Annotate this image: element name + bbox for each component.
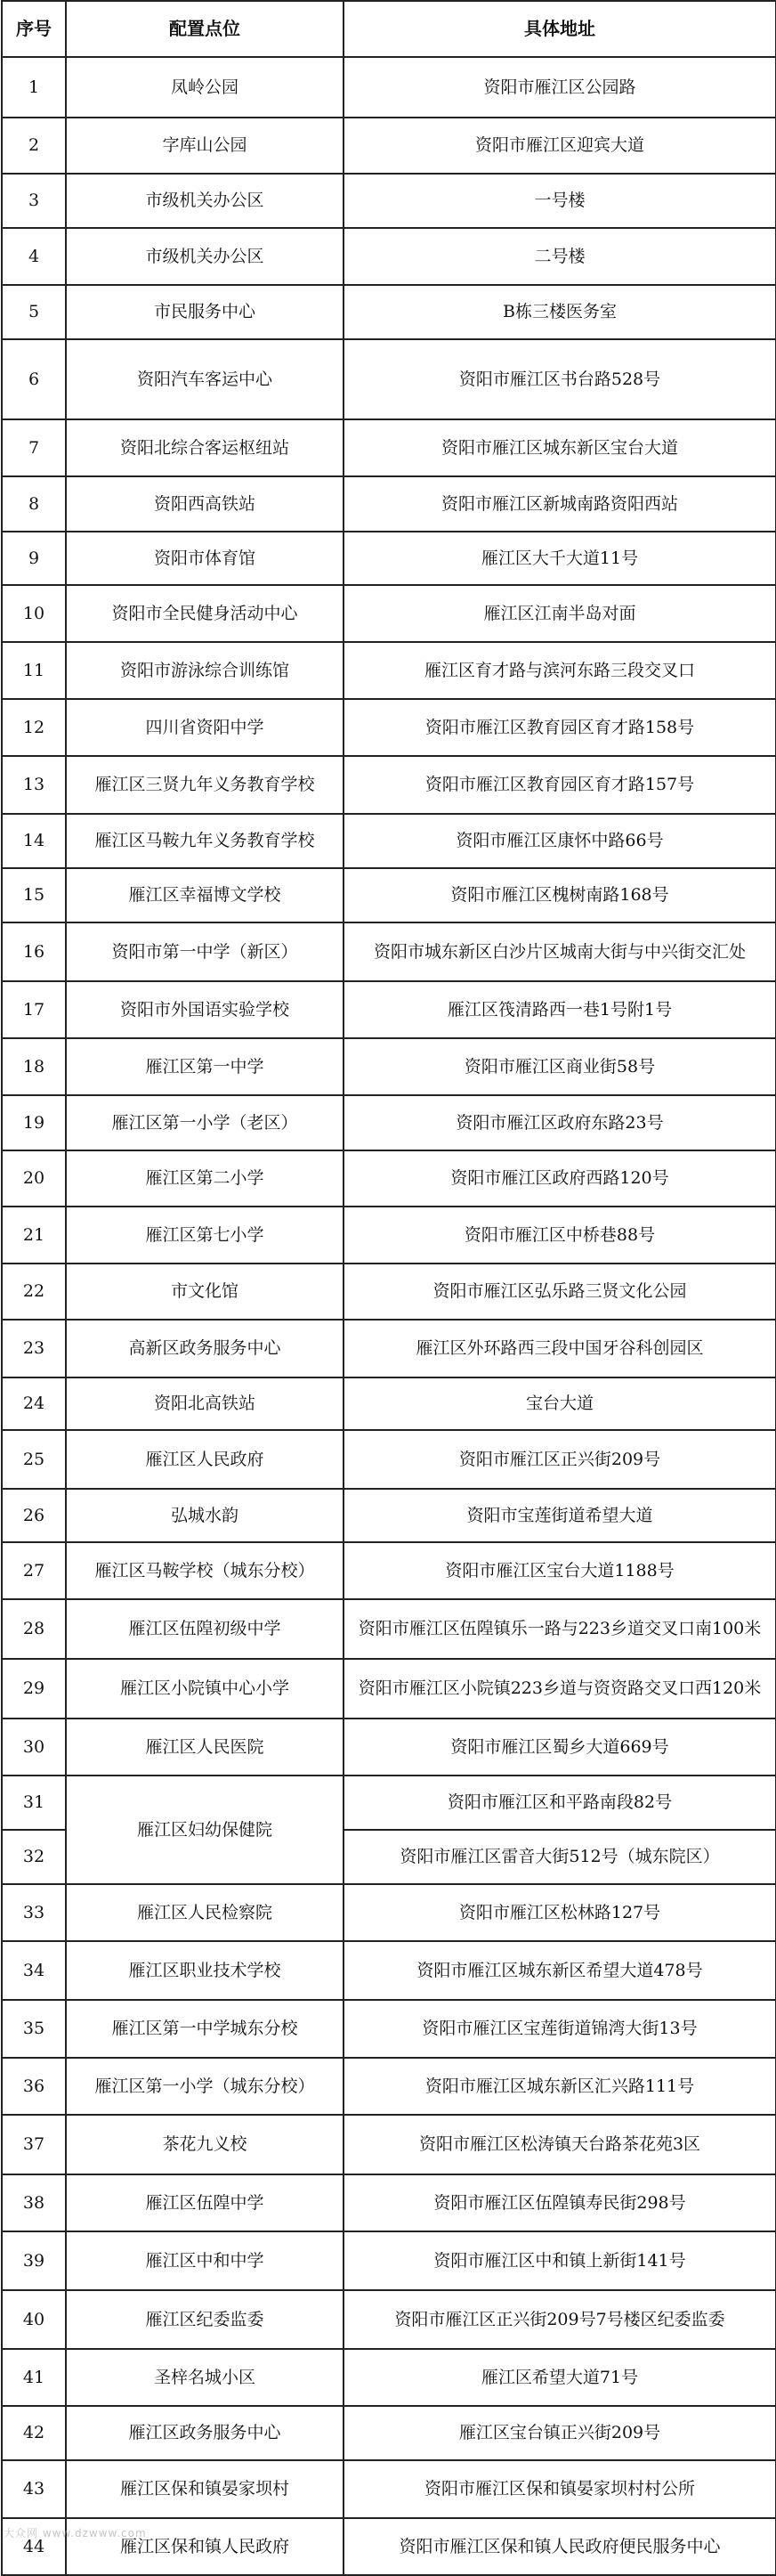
row-address: 雁江区筏清路西一巷1号附1号 xyxy=(344,981,776,1038)
row-location: 资阳市游泳综合训练馆 xyxy=(66,642,344,699)
row-address: 资阳市雁江区伍隍镇寿民街298号 xyxy=(344,2174,776,2231)
row-address: 资阳市雁江区宝莲街道锦湾大街13号 xyxy=(344,2000,776,2058)
row-number: 37 xyxy=(2,2115,66,2174)
row-location: 雁江区保和镇晏家坝村 xyxy=(66,2460,344,2518)
row-location: 雁江区人民检察院 xyxy=(66,1884,344,1941)
row-number: 30 xyxy=(2,1719,66,1776)
header-no: 序号 xyxy=(2,1,66,57)
row-address: 资阳市雁江区松涛镇天台路茶花苑3区 xyxy=(344,2115,776,2174)
row-address: 资阳市雁江区新城南路资阳西站 xyxy=(344,476,776,532)
row-address: 资阳市雁江区保和镇晏家坝村村公所 xyxy=(344,2460,776,2518)
table-row xyxy=(2,118,776,174)
row-number: 6 xyxy=(2,339,66,419)
table-row xyxy=(2,922,776,981)
row-location: 雁江区人民医院 xyxy=(66,1719,344,1776)
row-number: 21 xyxy=(2,1207,66,1264)
row-location: 雁江区人民政府 xyxy=(66,1430,344,1489)
row-address: 资阳市雁江区迎宾大道 xyxy=(344,118,776,174)
row-number: 28 xyxy=(2,1599,66,1659)
table-row xyxy=(2,1719,776,1776)
row-number: 40 xyxy=(2,2290,66,2349)
row-number: 19 xyxy=(2,1095,66,1150)
row-location: 资阳市第一中学（新区） xyxy=(66,922,344,981)
row-number: 32 xyxy=(2,1830,66,1884)
row-address: 资阳市雁江区商业街58号 xyxy=(344,1038,776,1095)
table-row xyxy=(2,285,776,339)
row-address: 资阳市雁江区政府西路120号 xyxy=(344,1150,776,1207)
table-row xyxy=(2,1599,776,1659)
table-row xyxy=(2,1489,776,1542)
row-address: 资阳市雁江区教育园区育才路157号 xyxy=(344,756,776,814)
row-location: 资阳市全民健身活动中心 xyxy=(66,585,344,642)
row-address: 资阳市雁江区保和镇人民政府便民服务中心 xyxy=(344,2518,776,2575)
row-number: 16 xyxy=(2,922,66,981)
row-location: 资阳北综合客运枢纽站 xyxy=(66,419,344,476)
table-header-row xyxy=(2,1,776,57)
row-number: 44 xyxy=(2,2518,66,2575)
row-address: 资阳市雁江区中和镇上新街141号 xyxy=(344,2231,776,2290)
table-row xyxy=(2,2058,776,2115)
row-address: 资阳市雁江区弘乐路三贤文化公园 xyxy=(344,1264,776,1320)
row-number: 24 xyxy=(2,1377,66,1430)
table-row xyxy=(2,1207,776,1264)
row-location: 雁江区第二小学 xyxy=(66,1150,344,1207)
table-row xyxy=(2,174,776,228)
row-number: 34 xyxy=(2,1941,66,2000)
table-row xyxy=(2,1320,776,1377)
row-location: 雁江区保和镇人民政府 xyxy=(66,2518,344,2575)
table-row xyxy=(2,2406,776,2460)
row-location: 市文化馆 xyxy=(66,1264,344,1320)
row-address: 资阳市城东新区白沙片区城南大街与中兴街交汇处 xyxy=(344,922,776,981)
table-row xyxy=(2,756,776,814)
row-number: 10 xyxy=(2,585,66,642)
row-address: 资阳市雁江区教育园区育才路158号 xyxy=(344,699,776,756)
row-number: 43 xyxy=(2,2460,66,2518)
row-number: 17 xyxy=(2,981,66,1038)
row-location: 圣梓名城小区 xyxy=(66,2349,344,2406)
row-location: 雁江区幸福博文学校 xyxy=(66,868,344,922)
table-row xyxy=(2,1264,776,1320)
row-number: 8 xyxy=(2,476,66,532)
row-location: 雁江区马鞍学校（城东分校） xyxy=(66,1542,344,1599)
row-address: 雁江区希望大道71号 xyxy=(344,2349,776,2406)
row-location: 弘城水韵 xyxy=(66,1489,344,1542)
row-location: 市级机关办公区 xyxy=(66,228,344,285)
row-location: 雁江区政务服务中心 xyxy=(66,2406,344,2460)
row-address: 资阳市雁江区和平路南段82号 xyxy=(344,1776,776,1830)
row-number: 11 xyxy=(2,642,66,699)
table-row xyxy=(2,1095,776,1150)
table-row xyxy=(2,476,776,532)
row-address: 资阳市雁江区政府东路23号 xyxy=(344,1095,776,1150)
row-location: 资阳汽车客运中心 xyxy=(66,339,344,419)
table-row xyxy=(2,1150,776,1207)
row-location: 雁江区中和中学 xyxy=(66,2231,344,2290)
row-number: 15 xyxy=(2,868,66,922)
header-address: 具体地址 xyxy=(344,1,776,57)
table-row xyxy=(2,228,776,285)
row-address: 资阳市雁江区书台路528号 xyxy=(344,339,776,419)
row-number: 36 xyxy=(2,2058,66,2115)
row-address: 资阳市雁江区康怀中路66号 xyxy=(344,814,776,868)
row-number: 25 xyxy=(2,1430,66,1489)
row-location: 雁江区三贤九年义务教育学校 xyxy=(66,756,344,814)
table-row xyxy=(2,1038,776,1095)
table-row xyxy=(2,814,776,868)
row-address: 资阳市雁江区松林路127号 xyxy=(344,1884,776,1941)
table-row xyxy=(2,2349,776,2406)
table-row xyxy=(2,868,776,922)
row-number: 29 xyxy=(2,1659,66,1719)
header-location: 配置点位 xyxy=(66,1,344,57)
aed-location-table xyxy=(1,0,776,2576)
row-location: 雁江区妇幼保健院 xyxy=(66,1776,344,1884)
row-address: 一号楼 xyxy=(344,174,776,228)
row-number: 42 xyxy=(2,2406,66,2460)
row-address: 资阳市雁江区正兴街209号7号楼区纪委监委 xyxy=(344,2290,776,2349)
row-number: 3 xyxy=(2,174,66,228)
row-address: 资阳市雁江区宝台大道1188号 xyxy=(344,1542,776,1599)
row-location: 雁江区伍隍中学 xyxy=(66,2174,344,2231)
watermark: 大众网 www.dzwww.com xyxy=(4,2527,147,2539)
row-address: 资阳市雁江区雷音大街512号（城东院区） xyxy=(344,1830,776,1884)
row-address: 雁江区外环路西三段中国牙谷科创园区 xyxy=(344,1320,776,1377)
table-row xyxy=(2,1659,776,1719)
row-location: 市民服务中心 xyxy=(66,285,344,339)
table-row xyxy=(2,57,776,118)
table-row xyxy=(2,1377,776,1430)
row-address: 资阳市雁江区蜀乡大道669号 xyxy=(344,1719,776,1776)
table-row xyxy=(2,2460,776,2518)
row-location: 资阳市体育馆 xyxy=(66,532,344,585)
row-number: 7 xyxy=(2,419,66,476)
row-location: 资阳北高铁站 xyxy=(66,1377,344,1430)
row-address: 资阳市雁江区城东新区宝台大道 xyxy=(344,419,776,476)
row-location: 凤岭公园 xyxy=(66,57,344,118)
table-row xyxy=(2,642,776,699)
row-address: 资阳市雁江区伍隍镇乐一路与223乡道交叉口南100米 xyxy=(344,1599,776,1659)
table-row xyxy=(2,1542,776,1599)
row-number: 4 xyxy=(2,228,66,285)
row-address: 雁江区江南半岛对面 xyxy=(344,585,776,642)
row-address: 雁江区宝台镇正兴街209号 xyxy=(344,2406,776,2460)
table-row xyxy=(2,1776,776,1830)
row-location: 雁江区第一小学（城东分校） xyxy=(66,2058,344,2115)
row-number: 9 xyxy=(2,532,66,585)
table-row xyxy=(2,339,776,419)
row-number: 26 xyxy=(2,1489,66,1542)
row-address: 资阳市雁江区城东新区汇兴路111号 xyxy=(344,2058,776,2115)
row-number: 12 xyxy=(2,699,66,756)
row-location: 雁江区第一小学（老区） xyxy=(66,1095,344,1150)
row-location: 雁江区第一中学城东分校 xyxy=(66,2000,344,2058)
row-number: 35 xyxy=(2,2000,66,2058)
row-number: 18 xyxy=(2,1038,66,1095)
row-location: 雁江区伍隍初级中学 xyxy=(66,1599,344,1659)
row-address: 资阳市雁江区正兴街209号 xyxy=(344,1430,776,1489)
row-location: 雁江区纪委监委 xyxy=(66,2290,344,2349)
row-location: 雁江区小院镇中心小学 xyxy=(66,1659,344,1719)
row-number: 33 xyxy=(2,1884,66,1941)
row-number: 23 xyxy=(2,1320,66,1377)
row-location: 雁江区职业技术学校 xyxy=(66,1941,344,2000)
row-address: 资阳市雁江区公园路 xyxy=(344,57,776,118)
table-body xyxy=(2,57,776,2575)
row-address: 资阳市宝莲街道希望大道 xyxy=(344,1489,776,1542)
row-location: 市级机关办公区 xyxy=(66,174,344,228)
row-address: 资阳市雁江区小院镇223乡道与资资路交叉口西120米 xyxy=(344,1659,776,1719)
table-row xyxy=(2,2290,776,2349)
row-location: 雁江区第一中学 xyxy=(66,1038,344,1095)
table-row xyxy=(2,2174,776,2231)
row-location: 雁江区马鞍九年义务教育学校 xyxy=(66,814,344,868)
row-location: 字库山公园 xyxy=(66,118,344,174)
row-address: 二号楼 xyxy=(344,228,776,285)
row-number: 22 xyxy=(2,1264,66,1320)
table-row xyxy=(2,532,776,585)
row-location: 四川省资阳中学 xyxy=(66,699,344,756)
row-address: B栋三楼医务室 xyxy=(344,285,776,339)
table-row xyxy=(2,981,776,1038)
row-address: 雁江区育才路与滨河东路三段交叉口 xyxy=(344,642,776,699)
row-address: 雁江区大千大道11号 xyxy=(344,532,776,585)
row-location: 雁江区第七小学 xyxy=(66,1207,344,1264)
row-number: 20 xyxy=(2,1150,66,1207)
row-address: 宝台大道 xyxy=(344,1377,776,1430)
table-row xyxy=(2,2000,776,2058)
row-location: 资阳西高铁站 xyxy=(66,476,344,532)
row-number: 38 xyxy=(2,2174,66,2231)
row-number: 41 xyxy=(2,2349,66,2406)
row-location: 高新区政务服务中心 xyxy=(66,1320,344,1377)
row-number: 13 xyxy=(2,756,66,814)
row-address: 资阳市雁江区中桥巷88号 xyxy=(344,1207,776,1264)
row-number: 2 xyxy=(2,118,66,174)
table-row xyxy=(2,419,776,476)
table-row xyxy=(2,1941,776,2000)
row-number: 27 xyxy=(2,1542,66,1599)
row-address: 资阳市雁江区城东新区希望大道478号 xyxy=(344,1941,776,2000)
row-number: 31 xyxy=(2,1776,66,1830)
table-row xyxy=(2,1430,776,1489)
table-row xyxy=(2,585,776,642)
table-row xyxy=(2,2231,776,2290)
row-number: 5 xyxy=(2,285,66,339)
table-row xyxy=(2,2115,776,2174)
row-location: 资阳市外国语实验学校 xyxy=(66,981,344,1038)
table-row xyxy=(2,1884,776,1941)
row-address: 资阳市雁江区槐树南路168号 xyxy=(344,868,776,922)
row-number: 14 xyxy=(2,814,66,868)
row-location: 茶花九义校 xyxy=(66,2115,344,2174)
row-number: 1 xyxy=(2,57,66,118)
row-number: 39 xyxy=(2,2231,66,2290)
table-row xyxy=(2,699,776,756)
